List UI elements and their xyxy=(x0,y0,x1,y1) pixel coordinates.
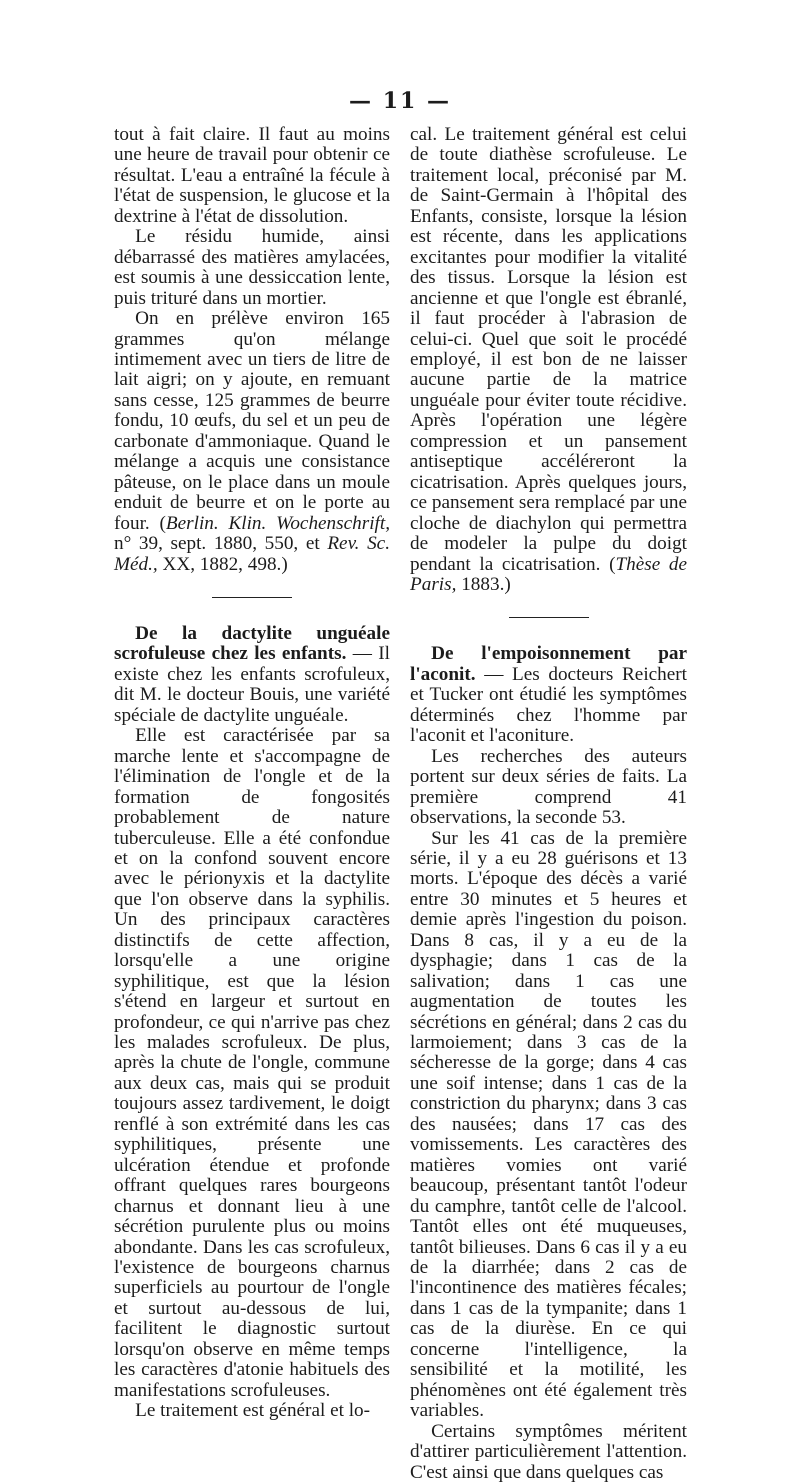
paragraph xyxy=(410,644,687,746)
paragraph: Certains symptômes méritent d'attirer particulièrement l'attention. C'est ainsi que dans quelques cas xyxy=(410,1420,687,1483)
paragraph: Le résidu humide, ainsi débarrassé des matières amylacées, est soumis à une dessiccation lente, puis trituré dans un mortier. xyxy=(114,226,390,309)
citation-details: 1883.) xyxy=(456,573,511,595)
section-heading: De la dactylite unguéale scrofuleuse chez les enfants. xyxy=(114,622,390,665)
paragraph: tout à fait claire. Il faut au moins une heure de travail pour obtenir ce résultat. L'eau a entraîné la fécule à l'état de suspension, le glucose et la dextrine à l'état de dissolution. xyxy=(114,124,390,227)
paragraph xyxy=(410,125,687,595)
citation-details: n° 39, sept. 1880, 550, et xyxy=(114,533,328,555)
paragraph-text: cal. Le traitement général est celui de toute diathèse scrofuleuse. Le traitement local, préconisé par M. de Saint-Germain à l'hôpital des Enfants, consiste, lorsque la lésion est récente, dans les applications excitantes pour modifier la vitalité des tissus. Lorsque la lésion est ancienne et que l'ongle est ébranlé, il faut procéder à l'abrasion de celui-ci. Quel que soit le procédé employé, il est bon de ne laisser aucune partie de la matrice unguéale pour éviter toute récidive. Après l'opération une légère compression et un pansement antiseptique accéléreront la cicatrisation. Après quelques jours, ce pansement sera remplacé par une cloche de diachylon qui permettra de modeler la pulpe du doigt pendant la cicatrisation. ( xyxy=(410,124,687,575)
paragraph xyxy=(114,309,390,575)
paragraph: Le traitement est général et lo- xyxy=(135,1400,371,1422)
citation-journal: Rev. Sc. Méd., xyxy=(114,533,390,575)
paragraph xyxy=(114,624,390,726)
citation-journal: Berlin. Klin. Wochenschrift, xyxy=(165,512,390,534)
citation-source: Thèse de Paris, xyxy=(410,553,688,595)
right-column xyxy=(410,125,687,1483)
paragraph: Elle est caractérisée par sa marche lente et s'accompagne de l'élimination de l'ongle et de la formation de fongosités probablement de nature tuberculeuse. Elle a été confondue et on la confond souvent encore avec le périonyxis et la dactylite que l'on observe dans la syphilis. Un des principaux caractères distinctifs de cette affection, lorsqu'elle a une origine syphilitique, est que la lésion s'étend en largeur et surtout en profondeur, ce qui n'arrive pas chez les malades scrofuleux. De plus, après la chute de l'ongle, commune aux deux cas, mais qui se produit toujours assez tardivement, le doigt renflé à son extrémité dans les cas syphilitiques, présente une ulcération étendue et profonde offrant quelques rares bourgeons charnus et donnant lieu à une sécrétion purulente plus ou moins abondante. Dans les cas scrofuleux, l'existence de bourgeons charnus superficiels au pourtour de l'ongle et surtout au-dessous de lui, facilitent le diagnostic surtout lorsqu'on observe en même temps les caractères d'atonie habituels des manifestations scrofuleuses. xyxy=(114,725,390,1401)
paragraph-text: — Les docteurs Reichert et Tucker ont étudié les symptômes déterminés chez l'homme par l'aconit et l'aconiture. xyxy=(410,663,687,747)
section-divider xyxy=(509,617,589,618)
section-heading: De l'empoisonnement par l'aconit. xyxy=(410,643,687,685)
paragraph-text: — Il existe chez les enfants scrofuleux, dit M. le docteur Bouis, une variété spéciale de dactylite unguéale. xyxy=(114,643,390,726)
citation-details: XX, 1882, 498.) xyxy=(157,553,288,575)
paragraph: Sur les 41 cas de la première série, il y a eu 28 guérisons et 13 morts. L'époque des décès a varié entre 30 minutes et 5 heures et demie après l'ingestion du poison. Dans 8 cas, il y a eu de la dysphagie; dans 1 cas de la salivation; dans 1 cas une augmentation de toutes les sécrétions en général; dans 2 cas du larmoiement; dans 3 cas de la sécheresse de la gorge; dans 4 cas une soif intense; dans 1 cas de la constriction du pharynx; dans 3 cas des nausées; dans 17 cas des vomissements. Les caractères des matières vomies ont varié beaucoup, présentant tantôt l'odeur du camphre, tantôt celle de l'alcool. Tantôt elles ont été muqueuses, tantôt bilieuses. Dans 6 cas il y a eu de la diarrhée; dans 2 cas de l'incontinence des matières fécales; dans 1 cas de la tympanite; dans 1 cas de la diurèse. En ce qui concerne l'intelligence, la sensibilité et la motilité, les phénomènes ont été également très variables. xyxy=(410,827,687,1422)
page-number: — 11 — xyxy=(349,88,451,114)
section-divider xyxy=(212,597,292,598)
left-column xyxy=(114,125,390,1422)
paragraph: Les recherches des auteurs portent sur deux séries de faits. La première comprend 41 observations, la seconde 53. xyxy=(410,745,687,829)
paragraph-text: On en prélève environ 165 grammes qu'on mélange intimement avec un tiers de litre de lait aigri; on y ajoute, en remuant sans cesse, 125 grammes de beurre fondu, 10 œufs, du sel et un peu de carbonate d'ammoniaque. Quand le mélange a acquis une consistance pâteuse, on le place dans un moule enduit de beurre et on le porte au four. ( xyxy=(114,308,390,534)
